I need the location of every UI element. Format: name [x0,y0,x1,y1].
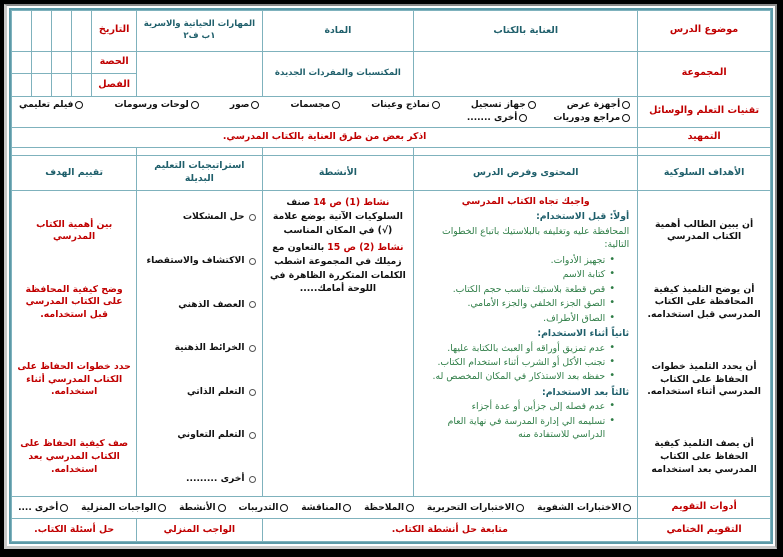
warmup-label: التمهيد [638,127,771,147]
spacer-cell-5 [12,148,137,156]
period-label: الحصة [92,52,137,73]
class-cell-2[interactable] [52,74,72,95]
content-section2-title: ثانياً أثناء الاستخدام: [537,328,630,340]
bevel-border [4,4,777,549]
content-list-item: • الصاق الأطراف. [422,312,615,325]
radio-icon[interactable] [343,504,351,512]
column-header-strategies: استراتيجيات التعليم البديلة [137,156,262,191]
content-list-item: • عدم تمزيق أوراقه أو العبث بالكتابة عليها. [422,342,615,355]
table-row-column-headers [12,156,771,191]
class-block [12,74,137,96]
activity-body: بالتعاون مع زميلك في المجموعة اشطب الكلمات المتكررة الظاهرة في اللوحة أمامك..... [269,241,406,295]
period-block [12,51,137,73]
radio-icon[interactable] [191,101,199,109]
assessment-option-activities[interactable] [179,502,226,514]
resources-options [12,96,638,127]
radio-icon[interactable] [158,504,166,512]
radio-icon[interactable] [249,389,256,396]
assessment-option-label: الاختبارات التحريرية [426,502,515,513]
table-row-group [12,51,771,73]
resource-option-label: فيلم تعليمي [19,100,74,111]
column-header-evaluation: تقييم الهدف [12,156,137,191]
strategy-label: الخرائط الذهنية [174,342,245,354]
resource-option-label: أخرى ....... [466,113,518,124]
lesson-topic-value[interactable]: العناية بالكتاب [414,11,638,52]
radio-icon[interactable] [623,504,631,512]
resources-label: تقنيات التعلم والوسائل [638,96,771,127]
spacer-cell-4 [137,148,262,156]
table-row-final-assessment [12,519,771,542]
date-label: التاريخ [92,11,137,51]
resource-option-mockups[interactable] [290,99,340,111]
period-cell-1[interactable] [72,52,92,73]
radio-icon[interactable] [249,432,256,439]
date-cell-3[interactable] [32,11,52,51]
assessment-option-homework[interactable] [81,502,166,514]
assessment-option-written-tests[interactable] [427,502,524,514]
lesson-plan-sheet [9,8,773,544]
radio-icon[interactable] [249,476,256,483]
content-list-item: • حفظه بعد الاستذكار في المكان المخصص له. [422,370,615,383]
class-cell-1[interactable] [72,74,92,95]
strategy-option-problem-solving[interactable] [143,211,255,223]
lesson-topic-label: موضوع الدرس [638,11,771,52]
radio-icon[interactable] [249,301,256,308]
content-list-item: • تجهيز الأدوات. [422,254,615,267]
resource-option-charts[interactable] [114,99,198,111]
content-list-item: • تسليمه الي إدارة المدرسة في نهاية العام الدراسي للاستفادة منه [422,415,615,442]
table-row-spacer [12,148,771,156]
content-section2-list [422,342,615,384]
activity-heading: نشاط (1) ص 14 [313,196,390,208]
radio-icon[interactable] [622,101,630,109]
objective-item: أن يبين الطالب أهمية الكتاب المدرسي [655,218,754,243]
warmup-text: اذكر بعض من طرق العناية بالكتاب المدرسي. [12,127,638,147]
radio-icon[interactable] [432,101,440,109]
table-row-main-body [12,190,771,496]
spacer-cell-2 [414,148,638,156]
strategy-option-self-learning[interactable] [143,386,255,398]
strategy-label: أخرى ......... [185,473,245,484]
assessment-option-label: الأنشطة [179,502,216,513]
class-label: الفصل [92,74,137,95]
resource-option-label: جهاز تسجيل [470,100,526,111]
radio-icon[interactable] [75,101,83,109]
evaluation-item: حدد خطوات الحفاظ على الكتاب المدرسي أثناء استخدامه. [17,361,131,398]
final-assessment-questions: حل أسئلة الكتاب. [12,519,137,542]
class-cell-3[interactable] [32,74,52,95]
radio-icon[interactable] [218,504,226,512]
strategy-option-cooperative-learning[interactable] [143,429,255,441]
content-list-item: • قص قطعة بلاستيك تناسب حجم الكتاب. [422,283,615,296]
period-cell-4[interactable] [12,52,32,73]
column-header-activities: الأنشطة [262,156,414,191]
resource-option-label: مراجع ودوريات [553,113,621,124]
assessment-option-label: أخرى .... [18,502,59,513]
lesson-plan-table [11,10,771,542]
table-row-warmup [12,127,771,147]
content-section3-list [422,400,615,441]
assessment-option-other[interactable] [18,502,68,514]
radio-icon[interactable] [249,345,256,352]
strategy-label: حل المشكلات [182,211,245,223]
activity-body: صنف السلوكيات الآتية بوضع علامة (√) في المكان المناسب [272,196,403,236]
strategy-option-other[interactable] [143,473,255,485]
assessment-option-discussion[interactable] [301,502,351,514]
resource-option-pictures[interactable] [230,99,260,111]
strategies-cell [137,190,262,496]
resource-option-label: نماذج وعينات [371,100,430,111]
table-row-assessment-tools [12,497,771,519]
content-title: واجبك تجاه الكتاب المدرسي [461,195,590,207]
assessment-option-label: الاختبارات الشفوية [537,502,622,513]
unit-value-cell[interactable] [137,51,262,96]
radio-icon[interactable] [280,504,288,512]
content-list-item: • الصق الجزء الخلفي والجزء الأمامي. [422,297,615,310]
resource-option-projector[interactable] [567,99,630,111]
date-block [12,11,137,52]
subject-value[interactable]: المهارات الحياتية والاسرية ١ب ف٢ [137,11,262,52]
resource-option-other[interactable] [467,112,527,124]
strategy-option-brainstorming[interactable] [143,299,255,311]
radio-icon[interactable] [249,214,256,221]
activities-cell [262,190,414,496]
content-section1-list [422,254,615,325]
radio-icon[interactable] [249,258,256,265]
resource-option-film[interactable] [19,99,83,111]
evaluation-cell [12,190,137,496]
radio-icon[interactable] [516,504,524,512]
content-list-item: • عدم فصله إلى جزأين أو عدة أجزاء [422,400,615,413]
assessment-option-label: التدريبات [238,502,279,513]
content-cell [414,190,638,496]
radio-icon[interactable] [622,114,630,122]
spacer-cell-3 [262,148,414,156]
assessment-option-observation[interactable] [364,502,414,514]
content-section1-title: أولاً: قبل الاستخدام: [536,211,630,223]
spacer-cell-1 [638,148,771,156]
final-assessment-homework: الواجب المنزلي [137,519,262,542]
objectives-cell [638,190,771,496]
date-cell-1[interactable] [72,11,92,51]
assessment-option-label: الملاحظة [364,502,405,513]
period-cell-3[interactable] [32,52,52,73]
strategy-label: العصف الذهني [178,298,245,310]
activity-block [269,196,408,238]
content-list-item: • تجنب الأكل أو الشرب أثناء استخدام الكتاب. [422,356,615,369]
content-list-item: • كتابة الاسم [422,268,615,281]
resource-option-label: لوحات ورسومات [114,100,189,111]
objective-item: أن يصف التلميذ كيفية الحفاظ على الكتاب المدرسي بعد استخدامه [651,438,757,475]
evaluation-item: بين أهمية الكتاب المدرسي [36,218,113,243]
column-header-objectives: الأهداف السلوكية [638,156,771,191]
radio-icon[interactable] [406,504,414,512]
resource-option-recorder[interactable] [471,99,536,111]
radio-icon[interactable] [519,114,527,122]
assessment-tools-label: أدوات التقويم [638,497,771,519]
resource-option-label: صور [229,100,250,111]
final-assessment-label: التقويم الختامي [638,519,771,542]
assessment-option-label: المناقشة [301,502,342,513]
strategy-label: الاكتشاف والاستقصاء [146,255,245,267]
objective-item: أن يحدد التلميذ خطوات الحفاظ على الكتاب المدرسي أثناء استخدامه. [647,361,761,398]
evaluation-item: وضح كيفية المحافظة على الكتاب المدرسي قبل استخدامه. [25,283,123,320]
evaluation-item: صف كيفية الحفاظ على الكتاب المدرسي بعد استخدامه. [20,438,129,475]
assessment-option-oral-tests[interactable] [537,502,631,514]
strategy-option-mind-maps[interactable] [143,342,255,354]
subject-label: المادة [262,11,414,52]
content-section1-lead: المحافظة عليه وتغليفه بالبلاستيك باتباع الخطوات التالية: [441,225,630,251]
activity-block [269,241,408,297]
table-row-resources [12,96,771,127]
column-header-content: المحتوى وفرض الدرس [414,156,638,191]
resource-option-references[interactable] [553,112,630,124]
group-label: المجموعة [638,51,771,96]
date-cell-4[interactable] [12,11,32,51]
resource-option-label: أجهزة عرض [566,100,621,111]
radio-icon[interactable] [60,504,68,512]
strategy-option-discovery-inquiry[interactable] [143,255,255,267]
resource-option-models-samples[interactable] [371,99,440,111]
radio-icon[interactable] [251,101,259,109]
class-cell-4[interactable] [12,74,32,95]
radio-icon[interactable] [528,101,536,109]
assessment-tools-options [12,497,638,519]
period-cell-2[interactable] [52,52,72,73]
assessment-option-label: الواجبات المنزلية [81,502,157,513]
group-value-cell[interactable] [414,51,638,96]
unit-label: المكتسبات والمفردات الجديدة [262,51,414,96]
content-section3-title: ثالثاً بعد الاستخدام: [542,386,630,398]
strategy-label: التعلم التعاوني [177,429,245,441]
table-row-topic [12,11,771,52]
assessment-option-exercises[interactable] [238,502,288,514]
strategy-label: التعلم الذاتي [187,385,245,397]
resource-option-label: مجسمات [290,100,331,111]
radio-icon[interactable] [332,101,340,109]
activity-heading: نشاط (2) ص 15 [327,241,404,253]
date-cell-2[interactable] [52,11,72,51]
final-assessment-followup: متابعة حل أنشطة الكتاب. [262,519,638,542]
objective-item: أن يوضح التلميذ كيفية المحافظة على الكتاب المدرسي قبل استخدامه. [647,283,761,320]
